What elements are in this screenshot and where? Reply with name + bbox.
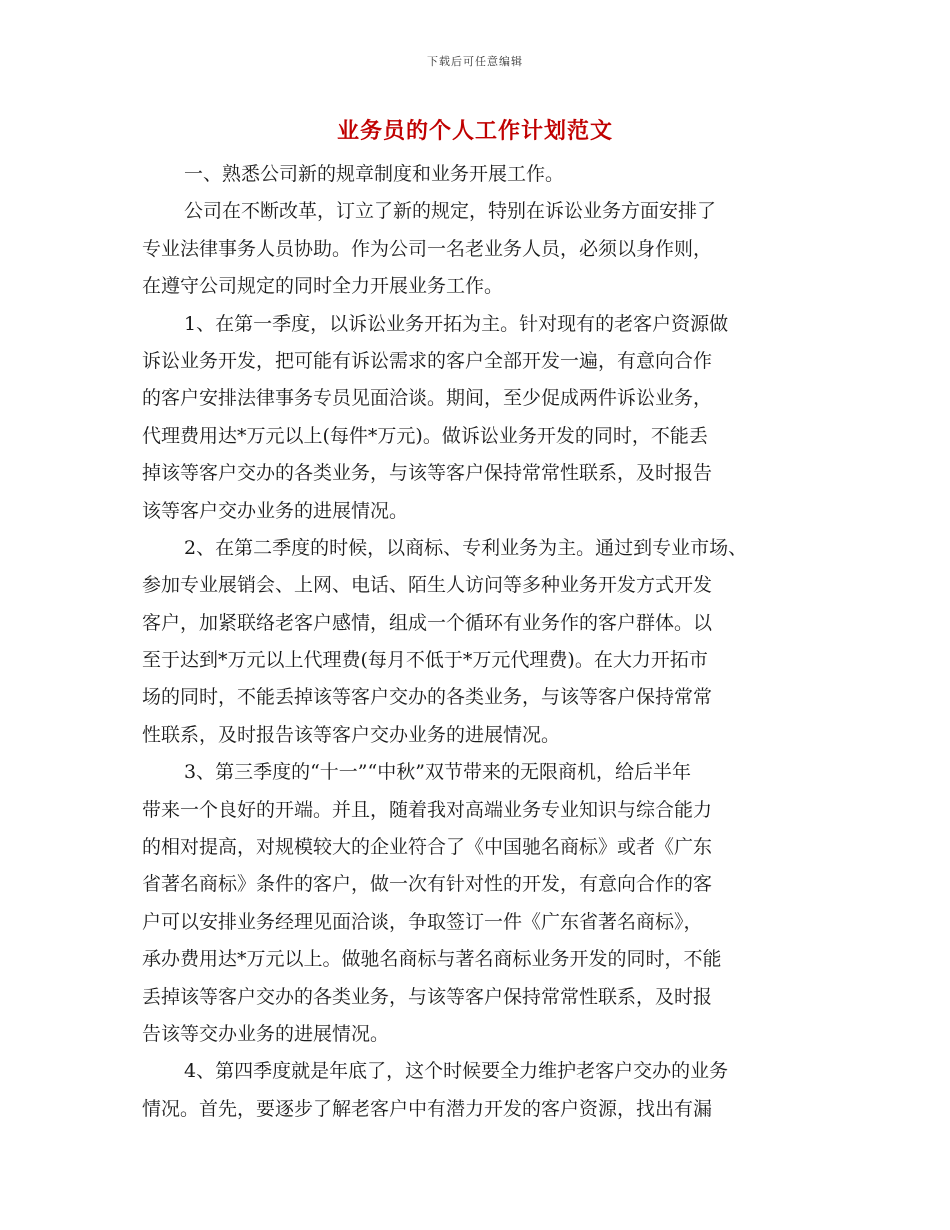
text-line: 该等客户交办业务的进展情况。	[142, 499, 409, 522]
text-line: 4、第四季度就是年底了，这个时候要全力维护老客户交办的业务	[184, 1060, 729, 1083]
text-line: 的相对提高，对规模较大的企业符合了《中国驰名商标》或者《广东	[142, 836, 713, 859]
text-line: 公司在不断改革，订立了新的规定，特别在诉讼业务方面安排了	[184, 200, 717, 223]
text-line: 客户，加紧联络老客户感情，组成一个循环有业务作的客户群体。以	[142, 611, 713, 634]
document-body	[142, 156, 814, 1128]
text-line: 代理费用达*万元以上(每件*万元)。做诉讼业务开发的同时，不能丢	[142, 424, 708, 447]
text-line: 3、第三季度的“十一”“中秋”双节带来的无限商机，给后半年	[184, 761, 691, 784]
text-line: 一、熟悉公司新的规章制度和业务开展工作。	[184, 163, 565, 185]
text-line: 参加专业展销会、上网、电话、陌生人访问等多种业务开发方式开发	[142, 574, 713, 597]
document-title: 业务员的个人工作计划范文	[336, 118, 613, 144]
text-line: 至于达到*万元以上代理费(每月不低于*万元代理费)。在大力开拓市	[142, 649, 708, 672]
text-line: 场的同时，不能丢掉该等客户交办的各类业务，与该等客户保持常常	[142, 686, 713, 709]
text-line: 告该等交办业务的进展情况。	[142, 1022, 390, 1045]
text-line: 掉该等客户交办的各类业务，与该等客户保持常常性联系，及时报告	[142, 462, 713, 485]
text-line: 情况。首先，要逐步了解老客户中有潜力开发的客户资源，找出有漏	[142, 1097, 713, 1120]
text-line: 在遵守公司规定的同时全力开展业务工作。	[142, 275, 504, 298]
text-line: 性联系，及时报告该等客户交办业务的进展情况。	[142, 723, 561, 746]
text-line: 承办费用达*万元以上。做驰名商标与著名商标业务开发的同时，不能	[142, 948, 722, 971]
text-line: 的客户安排法律事务专员见面洽谈。期间，至少促成两件诉讼业务，	[142, 387, 713, 410]
text-line: 诉讼业务开发，把可能有诉讼需求的客户全部开发一遍，有意向合作	[142, 349, 713, 372]
text-line: 专业法律事务人员协助。作为公司一名老业务人员，必须以身作则，	[142, 237, 713, 260]
header-note: 下载后可任意编辑	[427, 55, 523, 68]
text-line: 丢掉该等客户交办的各类业务，与该等客户保持常常性联系，及时报	[142, 985, 713, 1008]
text-line: 省著名商标》条件的客户，做一次有针对性的开发，有意向合作的客	[142, 873, 713, 896]
text-line: 户可以安排业务经理见面洽谈，争取签订一件《广东省著名商标》，	[142, 910, 703, 933]
text-line: 1、在第一季度，以诉讼业务开拓为主。针对现有的老客户资源做	[184, 312, 729, 335]
text-line: 带来一个良好的开端。并且，随着我对高端业务专业知识与综合能力	[142, 798, 713, 821]
text-line: 2、在第二季度的时候，以商标、专利业务为主。通过到专业市场、	[184, 536, 748, 559]
